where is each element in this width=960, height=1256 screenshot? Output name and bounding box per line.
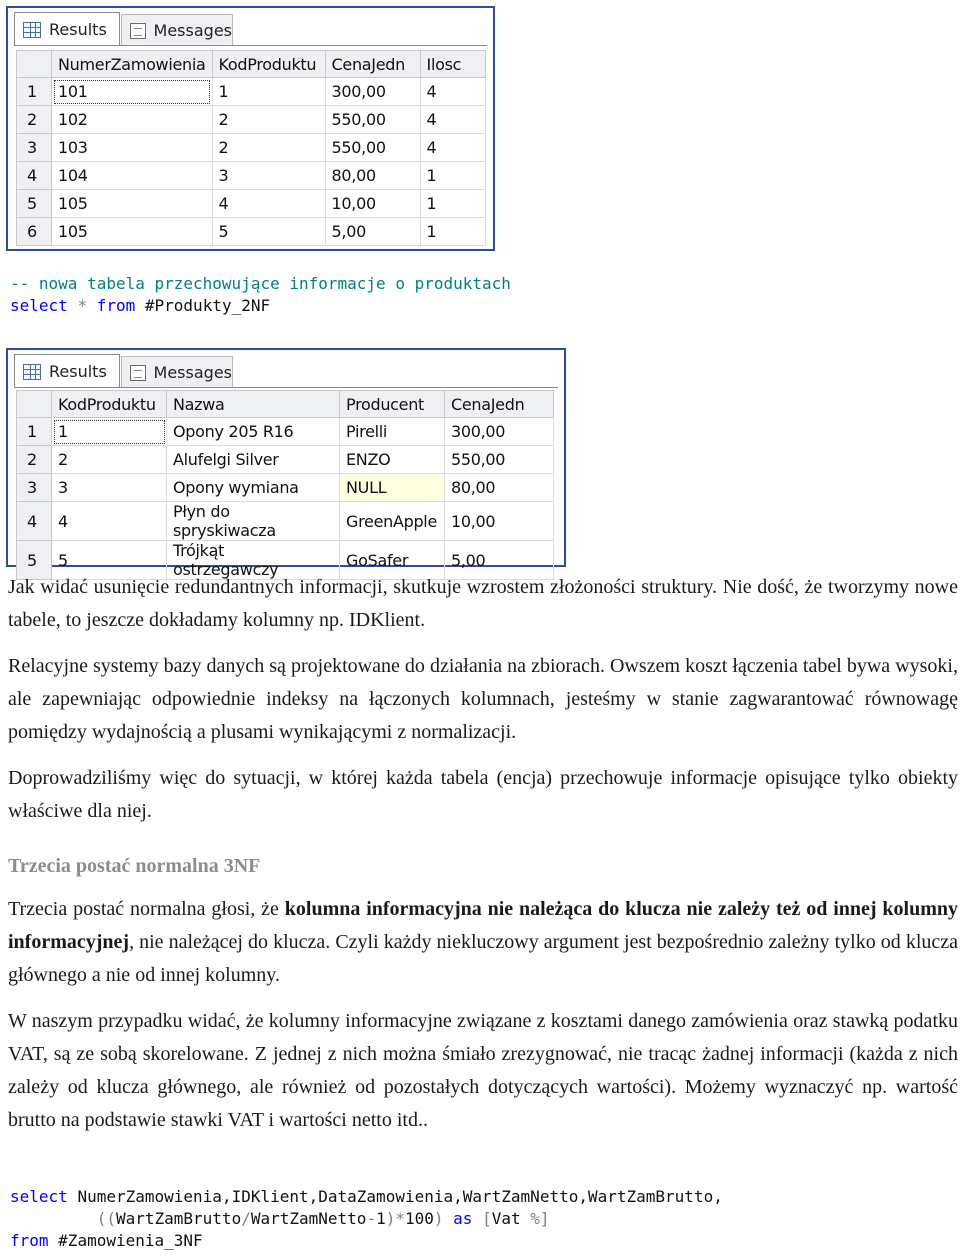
- sql-keyword: from: [10, 1231, 49, 1250]
- table-cell[interactable]: 103: [52, 134, 213, 162]
- sql-keyword: from: [96, 296, 136, 315]
- message-icon: [130, 365, 146, 381]
- table-row[interactable]: [17, 134, 486, 162]
- table-cell[interactable]: 2: [52, 446, 167, 474]
- grid-icon: [23, 364, 41, 380]
- sql-operator: ((: [96, 1209, 116, 1228]
- definition-text: , nie należącej do klucza. Czyli każdy niekluczowy argument jest bezpośrednio zależny tylko od klucza głównego a nie od innej kolumny.: [8, 931, 958, 986]
- table-cell[interactable]: 300,00: [445, 418, 554, 446]
- table-cell[interactable]: 4: [212, 190, 325, 218]
- table-cell[interactable]: ENZO: [340, 446, 445, 474]
- sql-identifier: WartZamBrutto: [115, 1209, 242, 1228]
- results-tabbar: [8, 8, 493, 46]
- table-row[interactable]: [17, 418, 554, 446]
- table-cell[interactable]: 101: [52, 78, 213, 106]
- message-icon: [130, 23, 146, 39]
- table-cell[interactable]: 1: [420, 190, 485, 218]
- row-number[interactable]: 6: [17, 218, 52, 246]
- tab-divider: [14, 45, 487, 46]
- table-row[interactable]: [17, 190, 486, 218]
- sql-columns: NumerZamowienia,IDKlient,DataZamowienia,WartZamNetto,WartZamBrutto,: [77, 1187, 723, 1206]
- row-header-corner: [17, 51, 52, 78]
- table-cell[interactable]: 4: [420, 134, 485, 162]
- table-cell[interactable]: 105: [52, 190, 213, 218]
- table-cell[interactable]: 10,00: [445, 502, 554, 541]
- sql-keyword: select: [10, 1187, 68, 1206]
- sql-operator: ]: [539, 1209, 550, 1228]
- sql-number: 1: [376, 1209, 386, 1228]
- table-cell[interactable]: 5,00: [325, 218, 420, 246]
- sql-operator: -: [366, 1209, 377, 1228]
- table-row[interactable]: [17, 446, 554, 474]
- row-number[interactable]: 5: [17, 190, 52, 218]
- table-cell[interactable]: Płyn do spryskiwacza: [167, 502, 340, 541]
- tab-divider: [14, 387, 558, 388]
- row-number[interactable]: 4: [17, 502, 52, 541]
- results-panel-orders: [6, 6, 495, 251]
- tab-messages[interactable]: [121, 356, 233, 388]
- table-cell[interactable]: 80,00: [325, 162, 420, 190]
- column-header[interactable]: CenaJedn: [445, 391, 554, 418]
- row-number[interactable]: 1: [17, 78, 52, 106]
- sql-identifier: #Produkty_2NF: [144, 296, 271, 315]
- table-cell[interactable]: GreenApple: [340, 502, 445, 541]
- sql-operator: %: [530, 1209, 540, 1228]
- paragraph-3nf-definition: [8, 893, 958, 992]
- row-number[interactable]: 1: [17, 418, 52, 446]
- table-cell[interactable]: 300,00: [325, 78, 420, 106]
- table-cell[interactable]: 10,00: [325, 190, 420, 218]
- sql-keyword: as: [453, 1209, 473, 1228]
- paragraph-redundancy: Jak widać usunięcie redundantnych informacji, skutkuje wzrostem złożoności struktury. Nie dość, że tworzymy nowe tabele, to jeszcze dokładamy kolumny np. IDKlient.: [8, 576, 958, 631]
- sql-keyword: select: [10, 296, 68, 315]
- row-number[interactable]: 2: [17, 106, 52, 134]
- row-number[interactable]: 2: [17, 446, 52, 474]
- row-number[interactable]: 5: [17, 541, 52, 580]
- sql-code-block: [10, 273, 511, 317]
- results-grid[interactable]: [16, 390, 554, 580]
- table-cell[interactable]: Alufelgi Silver: [167, 446, 340, 474]
- column-header[interactable]: KodProduktu: [52, 391, 167, 418]
- tab-results[interactable]: [14, 12, 120, 46]
- table-cell[interactable]: Pirelli: [340, 418, 445, 446]
- column-header[interactable]: KodProduktu: [212, 51, 325, 78]
- table-cell[interactable]: 1: [212, 78, 325, 106]
- grid-icon: [23, 22, 41, 38]
- table-cell[interactable]: 550,00: [325, 106, 420, 134]
- table-cell[interactable]: Trójkąt ostrzegawczy: [167, 541, 340, 580]
- table-row[interactable]: [17, 474, 554, 502]
- results-tabbar: [8, 350, 564, 388]
- table-cell[interactable]: 5,00: [445, 541, 554, 580]
- table-cell[interactable]: 105: [52, 218, 213, 246]
- table-cell[interactable]: Opony 205 R16: [167, 418, 340, 446]
- tab-results[interactable]: [14, 354, 120, 388]
- paragraph-relational: Relacyjne systemy bazy danych są projektowane do działania na zbiorach. Owszem koszt łączenia tabel bywa wysoki, ale zapewniając odpowiednie indeksy na łączonych kolumnach, jesteśmy w stanie zagwarantować równowagę pomiędzy wydajnością a plusami wynikającymi z normalizacji.: [8, 655, 958, 743]
- row-number[interactable]: 3: [17, 474, 52, 502]
- table-cell[interactable]: Opony wymiana: [167, 474, 340, 502]
- table-cell[interactable]: 80,00: [445, 474, 554, 502]
- column-header[interactable]: Ilosc: [420, 51, 485, 78]
- results-grid[interactable]: [16, 50, 486, 246]
- table-row[interactable]: [17, 106, 486, 134]
- grid-header-row: [17, 51, 486, 78]
- sql-identifier: WartZamNetto: [250, 1209, 367, 1228]
- tab-messages-label: Messages: [153, 363, 232, 382]
- row-number[interactable]: 4: [17, 162, 52, 190]
- row-header-corner: [17, 391, 52, 418]
- sql-code-block: [10, 1186, 723, 1252]
- column-header[interactable]: NumerZamowienia: [52, 51, 213, 78]
- sql-operator: [: [482, 1209, 492, 1228]
- sql-operator: ): [433, 1209, 444, 1228]
- row-number[interactable]: 3: [17, 134, 52, 162]
- column-header[interactable]: Producent: [340, 391, 445, 418]
- table-cell[interactable]: 2: [212, 134, 325, 162]
- table-cell[interactable]: 3: [52, 474, 167, 502]
- tab-results-label: Results: [49, 20, 107, 39]
- column-header[interactable]: Nazwa: [167, 391, 340, 418]
- sql-comment: -- nowa tabela przechowujące informacje o produktach: [10, 274, 511, 293]
- sql-operator: /: [241, 1209, 251, 1228]
- table-cell[interactable]: 4: [420, 106, 485, 134]
- table-cell[interactable]: 5: [52, 541, 167, 580]
- sql-operator: )*: [385, 1209, 405, 1228]
- table-row[interactable]: [17, 218, 486, 246]
- column-header[interactable]: CenaJedn: [325, 51, 420, 78]
- tab-messages[interactable]: [121, 14, 233, 46]
- table-cell[interactable]: 1: [420, 162, 485, 190]
- grid-header-row: [17, 391, 554, 418]
- sql-operator: *: [77, 296, 88, 315]
- table-cell[interactable]: 550,00: [325, 134, 420, 162]
- definition-text: Trzecia postać normalna głosi, że: [8, 898, 285, 920]
- table-cell[interactable]: 4: [420, 78, 485, 106]
- table-cell[interactable]: 1: [52, 418, 167, 446]
- null-cell[interactable]: NULL: [340, 474, 445, 502]
- table-cell[interactable]: 2: [212, 106, 325, 134]
- table-cell[interactable]: 4: [52, 502, 167, 541]
- paragraph-entities: Doprowadziliśmy więc do sytuacji, w której każda tabela (encja) przechowuje informacje opisujące tylko obiekty właściwe dla niej.: [8, 767, 958, 822]
- table-cell[interactable]: 104: [52, 162, 213, 190]
- sql-identifier: #Zamowienia_3NF: [58, 1231, 203, 1250]
- sql-number: 100: [404, 1209, 434, 1228]
- section-heading: Trzecia postać normalna 3NF: [8, 855, 261, 877]
- table-row[interactable]: [17, 78, 486, 106]
- results-panel-products: [6, 348, 566, 579]
- table-cell[interactable]: 5: [212, 218, 325, 246]
- paragraph-example: W naszym przypadku widać, że kolumny informacyjne związane z kosztami danego zamówienia oraz stawką podatku VAT, są ze sobą skorelowane. Z jednej z nich można śmiało zrezygnować, nie tracąc żadnej informacji (każda z nich zależy od klucza głównego, ale również od pozostałych dotyczących wartości). Możemy wyznaczyć np. wartość brutto na podstawie stawki VAT i wartości netto itd..: [8, 1010, 958, 1131]
- sql-alias: Vat: [491, 1209, 531, 1228]
- definition-emphasis: kolumna informacyjna nie należąca do klucza nie zależy też od innej kolumny informacyjnej: [8, 898, 958, 953]
- table-cell[interactable]: 3: [212, 162, 325, 190]
- table-row[interactable]: [17, 162, 486, 190]
- table-cell[interactable]: 102: [52, 106, 213, 134]
- table-cell[interactable]: GoSafer: [340, 541, 445, 580]
- table-row[interactable]: [17, 502, 554, 541]
- tab-results-label: Results: [49, 362, 107, 381]
- table-cell[interactable]: 1: [420, 218, 485, 246]
- table-cell[interactable]: 550,00: [445, 446, 554, 474]
- tab-messages-label: Messages: [153, 21, 232, 40]
